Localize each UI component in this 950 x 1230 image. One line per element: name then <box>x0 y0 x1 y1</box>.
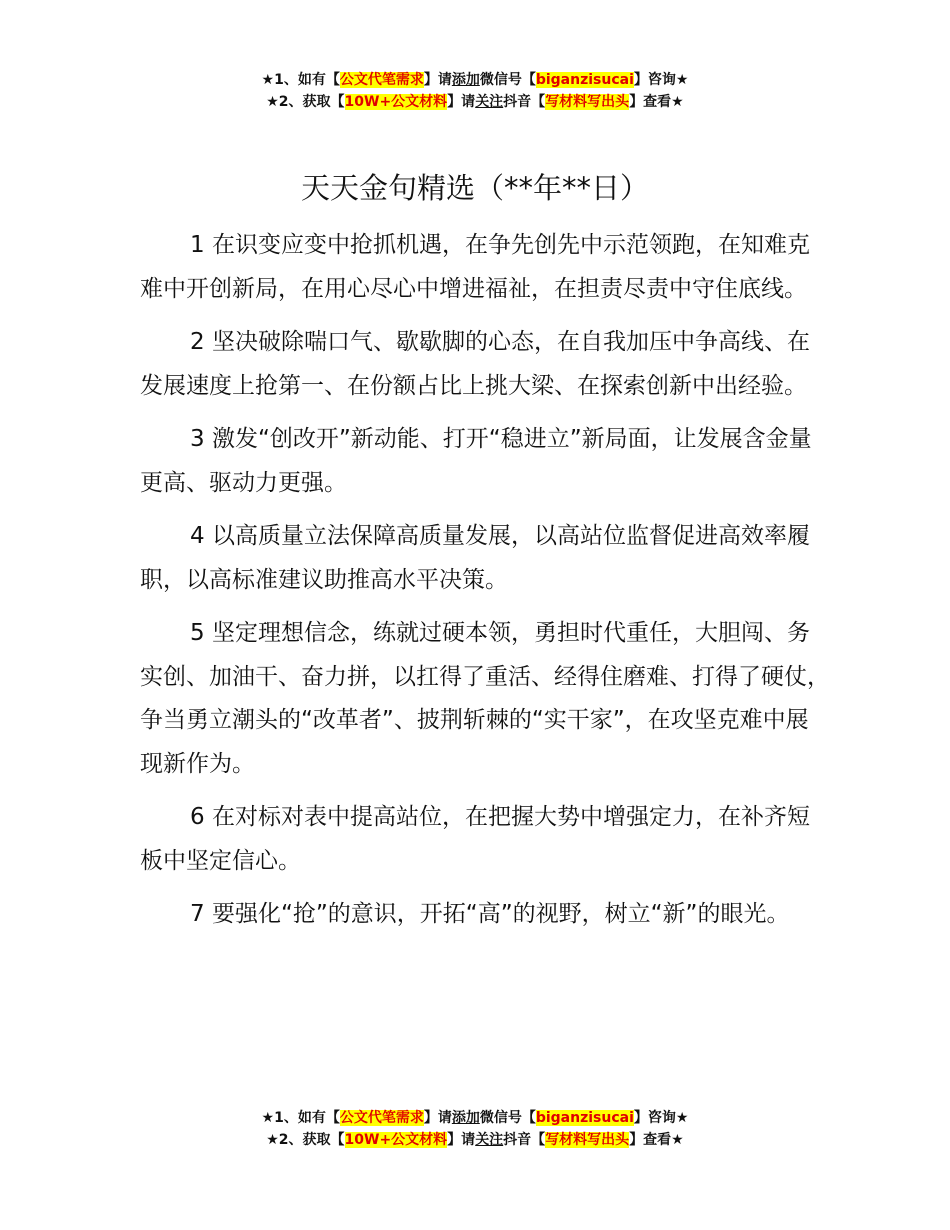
promo-footer-highlight-wechat-id: biganzisucai <box>535 1110 634 1126</box>
promo-footer-line-2-suffix: 】查看★ <box>629 1132 684 1148</box>
quote-paragraph-5: 5 坚定理想信念，练就过硬本领，勇担时代重任，大胆闯、务实创、加油干、奋力拼，以扛得了重活、经得住磨难、打得了硬仗，争当勇立潮头的“改革者”、披荆斩棘的“实干家”，在攻坚克难中展现新作为。 <box>140 620 830 777</box>
quote-paragraph-2: 2 坚决破除喘口气、歇歇脚的心态，在自我加压中争高线、在发展速度上抢第一、在份额占比上挑大梁、在探索创新中出经验。 <box>140 329 810 399</box>
promo-footer-line-1-mid2: 微信号【 <box>479 1110 536 1126</box>
promo-line-1-suffix: 】咨询★ <box>633 72 689 88</box>
promo-footer-line-2-mid: 】请 <box>447 1132 476 1148</box>
promo-line-2-emphasis: 关注 <box>475 94 504 110</box>
quote-paragraph-1: 1 在识变应变中抢抓机遇，在争先创先中示范领跑，在知难克难中开创新局，在用心尽心中增进福祉，在担责尽责中守住底线。 <box>140 232 810 302</box>
promo-footer-line-1 <box>0 1107 950 1129</box>
promo-highlight-douyin-account: 写材料写出头 <box>545 94 630 110</box>
promo-line-1-emphasis: 添加 <box>451 72 480 88</box>
promo-highlight-materials: 10W+公文材料 <box>344 94 448 110</box>
promo-footer-line-1-prefix: ★1、如有【 <box>261 1110 340 1126</box>
promo-footer-line-2-emphasis: 关注 <box>475 1132 504 1148</box>
quote-paragraph-3: 3 激发“创改开”新动能、打开“稳进立”新局面，让发展含金量更高、驱动力更强。 <box>140 426 812 496</box>
promo-footer-line-1-suffix: 】咨询★ <box>633 1110 689 1126</box>
promo-line-2-mid2: 抖音【 <box>503 94 546 110</box>
promo-line-1-mid: 】请 <box>423 72 452 88</box>
promo-line-2-mid: 】请 <box>447 94 476 110</box>
promo-line-1-mid2: 微信号【 <box>479 72 536 88</box>
promo-footer-line-1-mid: 】请 <box>423 1110 452 1126</box>
document-title: 天天金句精选（**年**日） <box>300 171 649 205</box>
promo-highlight-wechat-id: biganzisucai <box>535 72 634 88</box>
quote-paragraph-7: 7 要强化“抢”的意识，开拓“高”的视野，树立“新”的眼光。 <box>190 901 790 927</box>
promo-line-2-prefix: ★2、获取【 <box>266 94 345 110</box>
promo-line-1-prefix: ★1、如有【 <box>261 72 340 88</box>
promo-footer-line-2-prefix: ★2、获取【 <box>266 1132 345 1148</box>
promo-footer-line-2-mid2: 抖音【 <box>503 1132 546 1148</box>
promo-line-1 <box>0 69 950 91</box>
promo-highlight-service: 公文代笔需求 <box>339 72 424 88</box>
promo-footer-highlight-materials: 10W+公文材料 <box>344 1132 448 1148</box>
promo-footer-line-1-emphasis: 添加 <box>451 1110 480 1126</box>
promo-footer-highlight-douyin-account: 写材料写出头 <box>545 1132 630 1148</box>
promo-line-2 <box>0 91 950 113</box>
quote-paragraph-4: 4 以高质量立法保障高质量发展，以高站位监督促进高效率履职，以高标准建议助推高水平决策。 <box>140 523 810 593</box>
promo-footer-highlight-service: 公文代笔需求 <box>339 1110 424 1126</box>
promo-footer-line-2 <box>0 1129 950 1151</box>
promo-footer <box>0 1107 950 1151</box>
quote-paragraph-6: 6 在对标对表中提高站位，在把握大势中增强定力，在补齐短板中坚定信心。 <box>140 804 810 874</box>
promo-line-2-suffix: 】查看★ <box>629 94 684 110</box>
document-body <box>140 224 830 947</box>
promo-header <box>0 69 950 113</box>
